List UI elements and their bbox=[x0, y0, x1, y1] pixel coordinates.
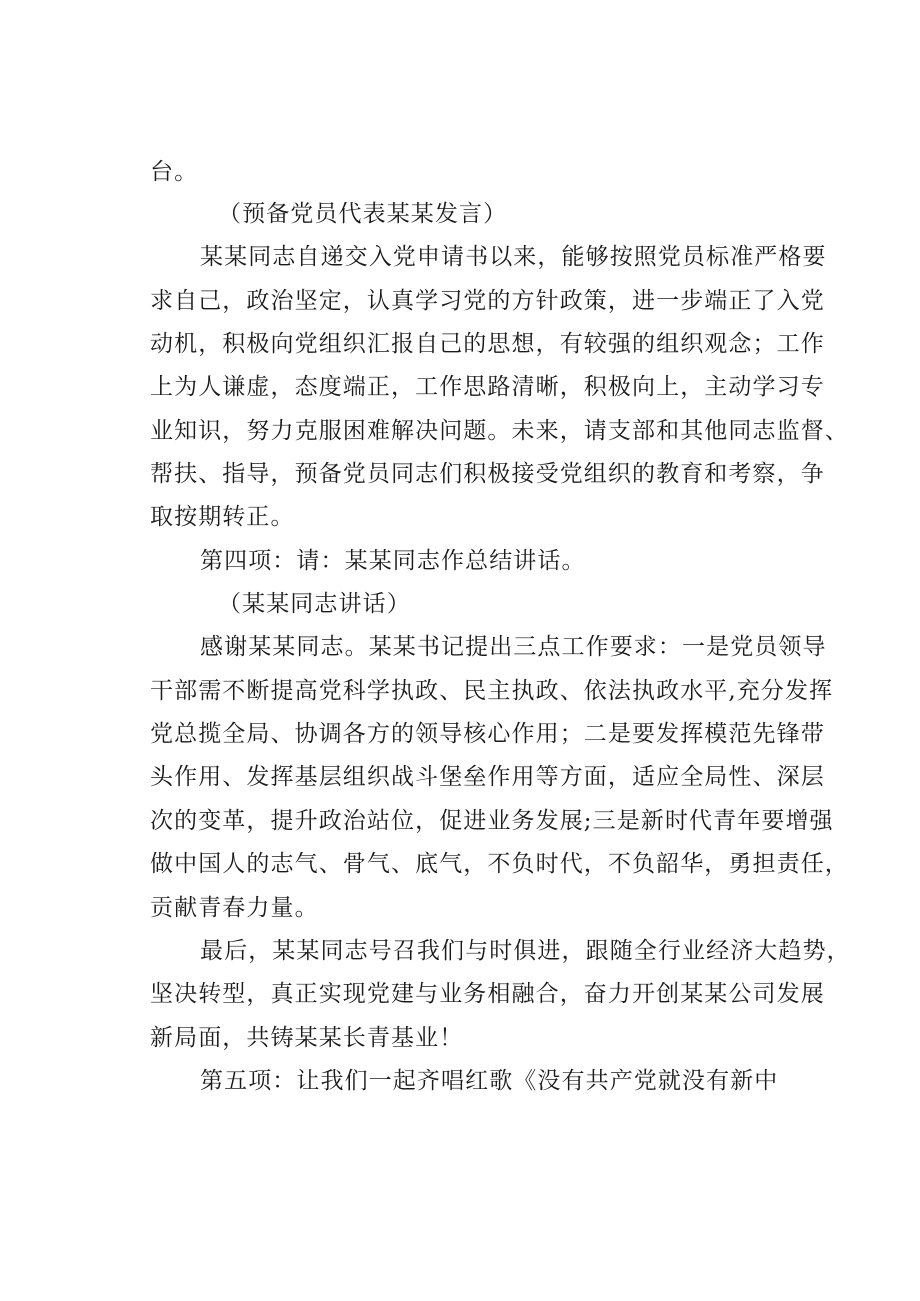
text-line: 头作用、发挥基层组织战斗堡垒作用等方面，适应全局性、深层 bbox=[150, 764, 825, 790]
text-line: 动机，积极向党组织汇报自己的思想，有较强的组织观念；工作 bbox=[150, 331, 825, 357]
text-line: 求自己，政治坚定，认真学习党的方针政策，进一步端正了入党 bbox=[150, 288, 825, 314]
text-line: 坚决转型，真正实现党建与业务相融合，奋力开创某某公司发展 bbox=[150, 981, 825, 1007]
text-line: 次的变革，提升政治站位，促进业务发展;三是新时代青年要增强 bbox=[150, 808, 834, 834]
text-line: （某某同志讲话） bbox=[218, 591, 411, 617]
text-line: 某某同志自递交入党申请书以来，能够按照党员标准严格要 bbox=[200, 244, 827, 270]
text-line: 第五项：让我们一起齐唱红歌《没有共产党就没有新中 bbox=[200, 1068, 779, 1094]
text-line: 业知识，努力克服困难解决问题。未来，请支部和其他同志监督、 bbox=[150, 418, 849, 444]
text-line: 第四项：请：某某同志作总结讲话。 bbox=[200, 548, 586, 574]
text-line: 最后，某某同志号召我们与时俱进，跟随全行业经济大趋势， bbox=[200, 938, 851, 964]
text-line: 上为人谦虚，态度端正，工作思路清晰，积极向上，主动学习专 bbox=[150, 374, 825, 400]
text-line: （预备党员代表某某发言） bbox=[218, 201, 508, 227]
text-line: 感谢某某同志。某某书记提出三点工作要求：一是党员领导 bbox=[200, 634, 827, 660]
text-line: 干部需不断提高党科学执政、民主执政、依法执政水平,充分发挥 bbox=[150, 678, 834, 704]
text-line: 党总揽全局、协调各方的领导核心作用；二是要发挥模范先锋带 bbox=[150, 721, 825, 747]
text-line: 台。 bbox=[150, 159, 199, 185]
text-line: 贡献青春力量。 bbox=[150, 895, 319, 921]
text-line: 取按期转正。 bbox=[150, 504, 295, 530]
text-line: 做中国人的志气、骨气、底气，不负时代，不负韶华，勇担责任， bbox=[150, 851, 849, 877]
text-line: 帮扶、指导，预备党员同志们积极接受党组织的教育和考察，争 bbox=[150, 461, 825, 487]
text-line: 新局面，共铸某某长青基业！ bbox=[150, 1025, 464, 1051]
